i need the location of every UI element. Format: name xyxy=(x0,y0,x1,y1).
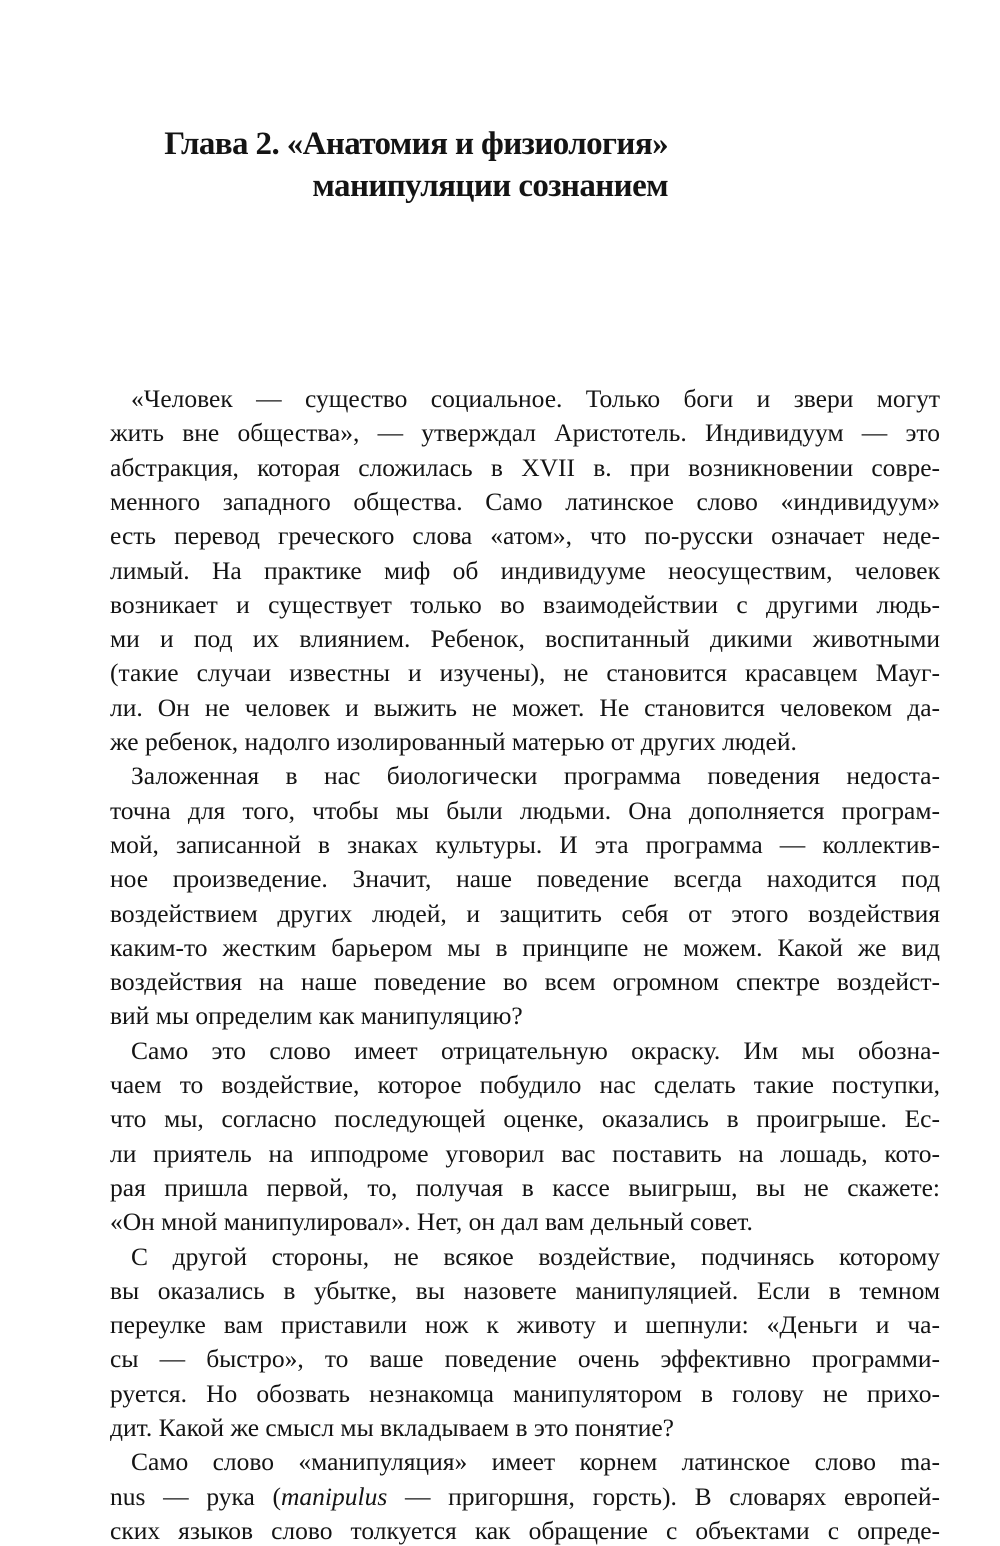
text-line: воздействия на наше поведение во всем огромном спектре воздейст- xyxy=(110,967,940,997)
text-line: ми и под их влиянием. Ребенок, воспитанный дикими животными xyxy=(110,624,940,654)
text-segment: nus — рука ( xyxy=(110,1481,281,1511)
text-line xyxy=(110,1482,940,1512)
text-line: Заложенная в нас биологически программа поведения недоста- xyxy=(131,761,940,791)
text-line: лимый. На практике миф об индивидууме неосуществим, человек xyxy=(110,555,940,585)
italic-term: manipulus xyxy=(281,1481,388,1511)
text-line: мой, записанной в знаках культуры. И эта программа — коллектив- xyxy=(110,829,940,859)
text-line: вий мы определим как манипуляцию? xyxy=(110,1001,523,1031)
text-segment: — пригоршня, горсть). В словарях европей- xyxy=(387,1481,940,1511)
text-line: ли. Он не человек и выжить не может. Не становится человеком да- xyxy=(110,692,940,722)
text-line: возникает и существует только во взаимодействии с другими людь- xyxy=(110,589,940,619)
text-line: вы оказались в убытке, вы назовете манипуляцией. Если в темном xyxy=(110,1275,940,1305)
text-line: чаем то воздействие, которое побудило нас сделать такие поступки, xyxy=(110,1070,940,1099)
text-line: есть перевод греческого слова «атом», что по-русски означает неде- xyxy=(110,521,940,551)
text-line: точна для того, чтобы мы были людьми. Она дополняется програм- xyxy=(110,795,940,825)
text-line: ли приятель на ипподроме уговорил вас поставить на лошадь, кото- xyxy=(110,1138,940,1168)
text-line: переулке вам приставили нож к животу и шепнули: «Деньги и ча- xyxy=(110,1310,940,1340)
text-line: С другой стороны, не всякое воздействие, подчинясь которому xyxy=(131,1241,940,1271)
text-line: Само слово «манипуляция» имеет корнем латинское слово ma- xyxy=(131,1447,940,1477)
text-line: Само это слово имеет отрицательную окраску. Им мы обозна- xyxy=(131,1035,940,1065)
text-line: руется. Но обозвать незнакомца манипулятором в голову не прихо- xyxy=(110,1378,940,1408)
text-line: сы — быстро», то ваше поведение очень эффективно программи- xyxy=(110,1344,940,1374)
text-line: что мы, согласно последующей оценке, оказались в проигрыше. Ес- xyxy=(110,1104,940,1134)
text-line: абстракция, которая сложилась в XVII в. при возникновении совре- xyxy=(110,452,940,482)
chapter-title-line-1: Глава 2. «Анатомия и физиология» xyxy=(164,126,668,162)
text-line: менного западного общества. Само латинское слово «индивидуум» xyxy=(110,486,940,516)
chapter-title-line-2: манипуляции сознанием xyxy=(312,168,668,204)
text-line: «Он мной манипулировал». Нет, он дал вам дельный совет. xyxy=(110,1207,753,1237)
text-line: ное произведение. Значит, наше поведение всегда находится под xyxy=(110,864,940,894)
text-line: каким-то жестким барьером мы в принципе не можем. Какой же вид xyxy=(110,932,940,962)
text-line: же ребенок, надолго изолированный матерью от других людей. xyxy=(110,727,797,756)
text-line: (такие случаи известны и изучены), не становится красавцем Мауг- xyxy=(110,658,940,688)
text-line: воздействием других людей, и защитить себя от этого воздействия xyxy=(110,898,940,928)
text-line: рая пришла первой, то, получая в кассе выигрыш, вы не скажете: xyxy=(110,1172,940,1202)
text-line: «Человек — существо социальное. Только боги и звери могут xyxy=(131,384,940,413)
text-line: жить вне общества», — утверждал Аристотель. Индивидуум — это xyxy=(110,418,940,448)
text-line: дит. Какой же смысл мы вкладываем в это понятие? xyxy=(110,1413,675,1442)
text-line: ских языков слово толкуется как обращение с объектами с опреде- xyxy=(110,1515,940,1545)
